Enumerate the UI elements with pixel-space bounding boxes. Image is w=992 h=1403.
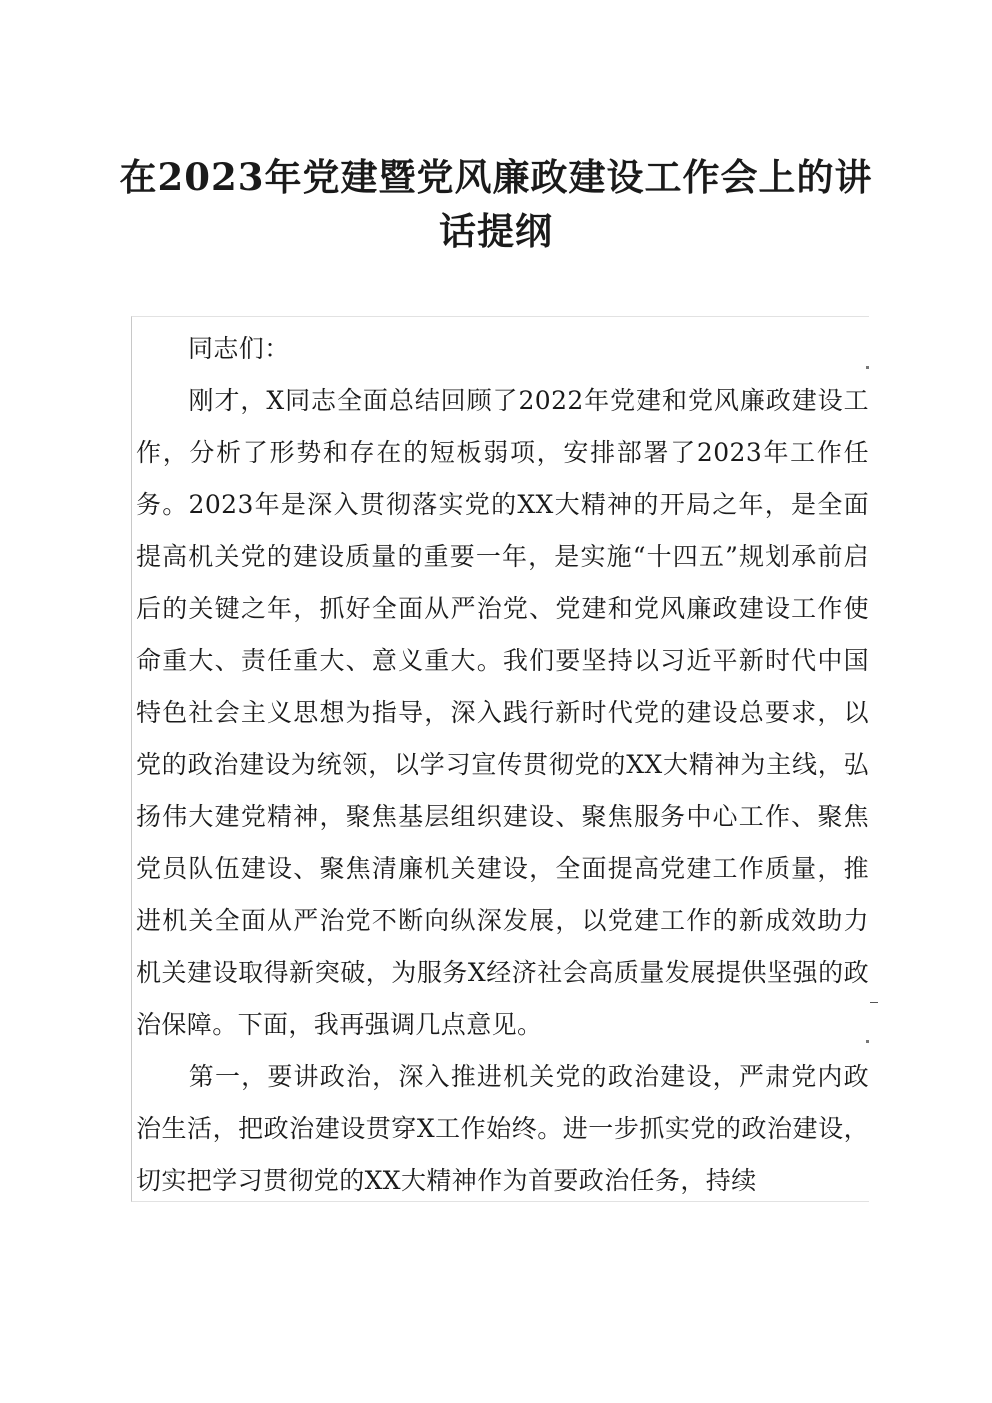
- paragraph-opening: [132, 375, 869, 1051]
- document-body: [131, 316, 869, 1202]
- margin-mark: [866, 366, 869, 369]
- salutation-text: 同志们：: [188, 334, 290, 363]
- salutation: [132, 323, 869, 375]
- paragraph-text: 第一，要讲政治，深入推进机关党的政治建设，严肃党内政治生活，把政治建设贯穿X工作始终。进一步抓实党的政治建设，切实把学习贯彻党的XX大精神作为首要政治任务，持续: [136, 1062, 869, 1195]
- margin-mark: [866, 1040, 869, 1043]
- paragraph-point-one: [132, 1051, 869, 1202]
- margin-mark: [870, 1002, 878, 1003]
- paragraph-text: 刚才，X同志全面总结回顾了2022年党建和党风廉政建设工作，分析了形势和存在的短板弱项，安排部署了2023年工作任务。2023年是深入贯彻落实党的XX大精神的开局之年，是全面提高机关党的建设质量的重要一年，是实施“十四五”规划承前启后的关键之年，抓好全面从严治党、党建和党风廉政建设工作使命重大、责任重大、意义重大。我们要坚持以习近平新时代中国特色社会主义思想为指导，深入践行新时代党的建设总要求，以党的政治建设为统领，以学习宣传贯彻党的XX大精神为主线，弘扬伟大建党精神，聚焦基层组织建设、聚焦服务中心工作、聚焦党员队伍建设、聚焦清廉机关建设，全面提高党建工作质量，推进机关全面从严治党不断向纵深发展，以党建工作的新成效助力机关建设取得新突破，为服务X经济社会高质量发展提供坚强的政治保障。下面，我再强调几点意见。: [136, 386, 869, 1039]
- document-title: 在2023年党建暨党风廉政建设工作会上的讲话提纲: [119, 155, 873, 253]
